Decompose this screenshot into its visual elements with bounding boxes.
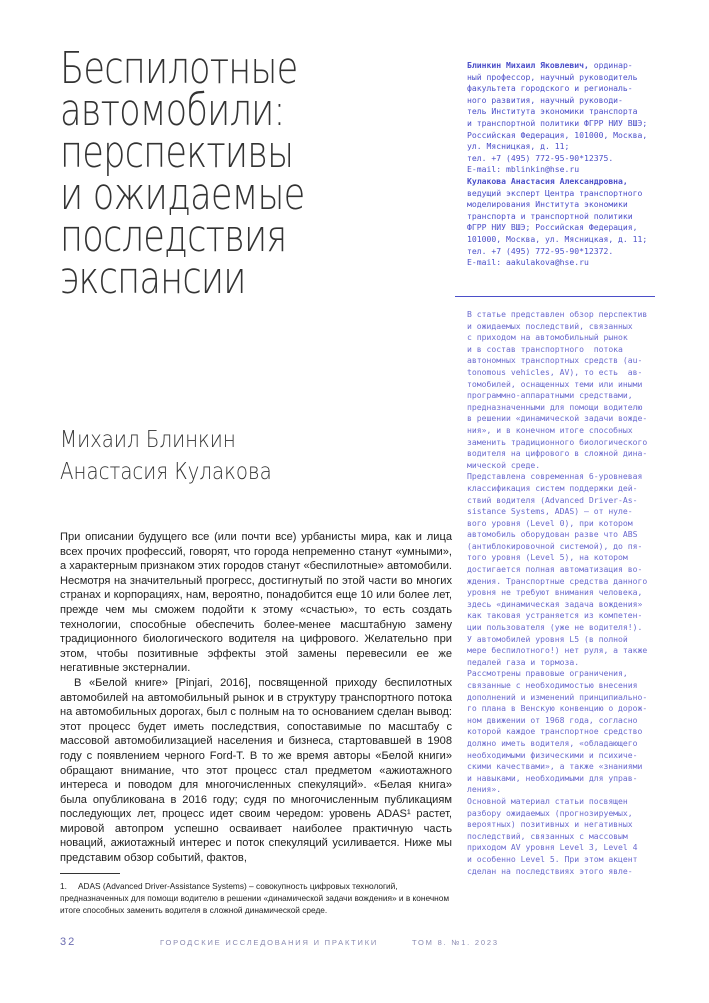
title-line: перспективы <box>60 127 294 178</box>
footnote-number: 1. <box>60 881 67 891</box>
abstract: В статье представлен обзор перспектив и ожидаемых последствий, связанных с приходом на автомобильный рынок и в состав транспортного потока автономных транспортных средств (au- tonomous vehicles, AV), то есть ав- томобилей, оснащенных теми или иными программно-аппаратными средствами, предназначенными для помощи водителю в решении «динамической задачи вожде- ния», и в конечном итоге способных заменить традиционного биологического водителя на цифрового в сложной дина- мической среде. Представлена современная 6-уровневая классификация систем поддержки дей- ствий водителя (Advanced Driver-As- sistance Systems, ADAS) — от нуле- вого уровня (Level 0), при котором автомобиль оборудован разве что ABS (антиблокировочной системой), до пя- того уровня (Level 5), на котором достигается полная автоматизация во- ждения. Транспортные средства данного уровня не требуют внимания человека, здесь «динамическая задача вождения» как таковая устраняется из компетен- ции пользователя (уже не водителя!). У автомобилей уровня L5 (в полной мере беспилотного!) нет руля, а также педалей газа и тормоза. Рассмотрены правовые ограничения, связанные с необходимостью внесения дополнений и изменений принципиально- го плана в Венскую конвенцию о дорож- ном движении от 1968 года, согласно которой каждое транспортное средство должно иметь водителя, «обладающего необходимыми физическими и психиче- скими качествами», а также «знаниями и навыками, необходимыми для управ- ления». Основной материал статьи посвящен разбору ожидаемых (прогнозируемых, вероятных) позитивных и негативных последствий, связанных с массовым приходом AV уровня Level 3, Level 4 и особенно Level 5. При этом акцент сделан на последствиях этого явле- <box>467 309 648 876</box>
body-paragraph: В «Белой книге» [Pinjari, 2016], посвященной приходу беспилотных автомобилей на автомобильный рынок и в структуру транспортного потока на автомобильных дорогах, был с полным на то основанием сделан вывод: этот процесс будет иметь последствия, сопоставимые по масштабу с массовой автомобилизацией населения и бизнеса, стартовавшей в 1908 году с появлением черного Ford-T. В то же время авторы «Белой книги» обращают внимание, что этот процесс стал предметом «ажиотажного интереса и поводом для многочисленных спекуляций». «Белая книга» была опубликована в 2016 году; судя по многочисленным публикациям последующих лет, процесс идет своим чередом: уровень ADAS¹ растет, мировой автопром успешно осваивает наиболее практичную часть новаций, ажиотажный интерес и поток спекуляций усиливается. Ниже мы представим обзор событий, фактов, <box>60 676 452 865</box>
footnote-text: ADAS (Advanced Driver-Assistance Systems) – совокупность цифровых технологий, предназначенных для помощи водителю в решении «динамической задачи вождения» и в конечном итоге способных заменить водителя в сложной динамической среде. <box>60 881 450 915</box>
body-paragraph: При описании будущего все (или почти все) урбанисты мира, как и лица всех прочих профессий, говорят, что города непременно станут «умными», а характерным признаком этих городов станут «беспилотные» автомобили. Несмотря на значительный прогресс, достигнутый по этой части во многих странах и корпорациях, нам, вероятно, понадобится еще 10 или более лет, прежде чем мы сможем подойти к этому «счастью», то есть создать технологии, способные обеспечить более-менее масштабную замену традиционного биологического водителя на цифрового. Желательно при этом, чтобы позитивные эффекты этой замены перевесили ее же негативные экстерналии. <box>60 531 452 675</box>
title-line: Беспилотные <box>60 43 298 94</box>
article-title <box>60 43 440 304</box>
page-number: 32 <box>60 936 77 948</box>
abstract-divider <box>455 296 655 297</box>
title-line: автомобили: <box>60 85 285 136</box>
title-line: экспансии <box>60 253 246 304</box>
author-name: Анастасия Кулакова <box>60 459 272 485</box>
title-line: последствия <box>60 211 287 262</box>
author-list <box>60 424 306 488</box>
footnote <box>60 880 452 916</box>
footnote-divider <box>60 873 120 874</box>
journal-name: ГОРОДСКИЕ ИССЛЕДОВАНИЯ И ПРАКТИКИ <box>160 938 379 947</box>
author-info-name: Блинкин Михаил Яковлевич, <box>467 60 589 70</box>
author-info-details: ведущий эксперт Центра транспортного моделирования Института экономики транспорта и транспортной политики ФГРР НИУ ВШЭ; Российская Федерация, 101000, Москва, ул. Мясницкая, д. 11; тел. +7 (495) 772-95-90*12372. E-mail: aakulakova@hse.ru <box>467 187 648 268</box>
author-info-name: Кулакова Анастасия Александровна, <box>467 175 628 186</box>
author-info-details: ординар- ный профессор, научный руководитель факультета городского и региональ- ного развития, научный руководи- тель Института экономики транспорта и транспортной политики ФГРР НИУ ВШЭ; Российская Федерация, 101000, Москва, ул. Мясницкая, д. 11; тел. +7 (495) 772-95-90*12375. E-mail: mblinkin@hse.ru <box>467 60 648 175</box>
author-info <box>467 60 657 269</box>
issue-info: ТОМ 8. №1. 2023 <box>412 938 499 947</box>
article-body <box>60 530 452 866</box>
title-line: и ожидаемые <box>60 169 305 220</box>
author-name: Михаил Блинкин <box>60 427 236 453</box>
